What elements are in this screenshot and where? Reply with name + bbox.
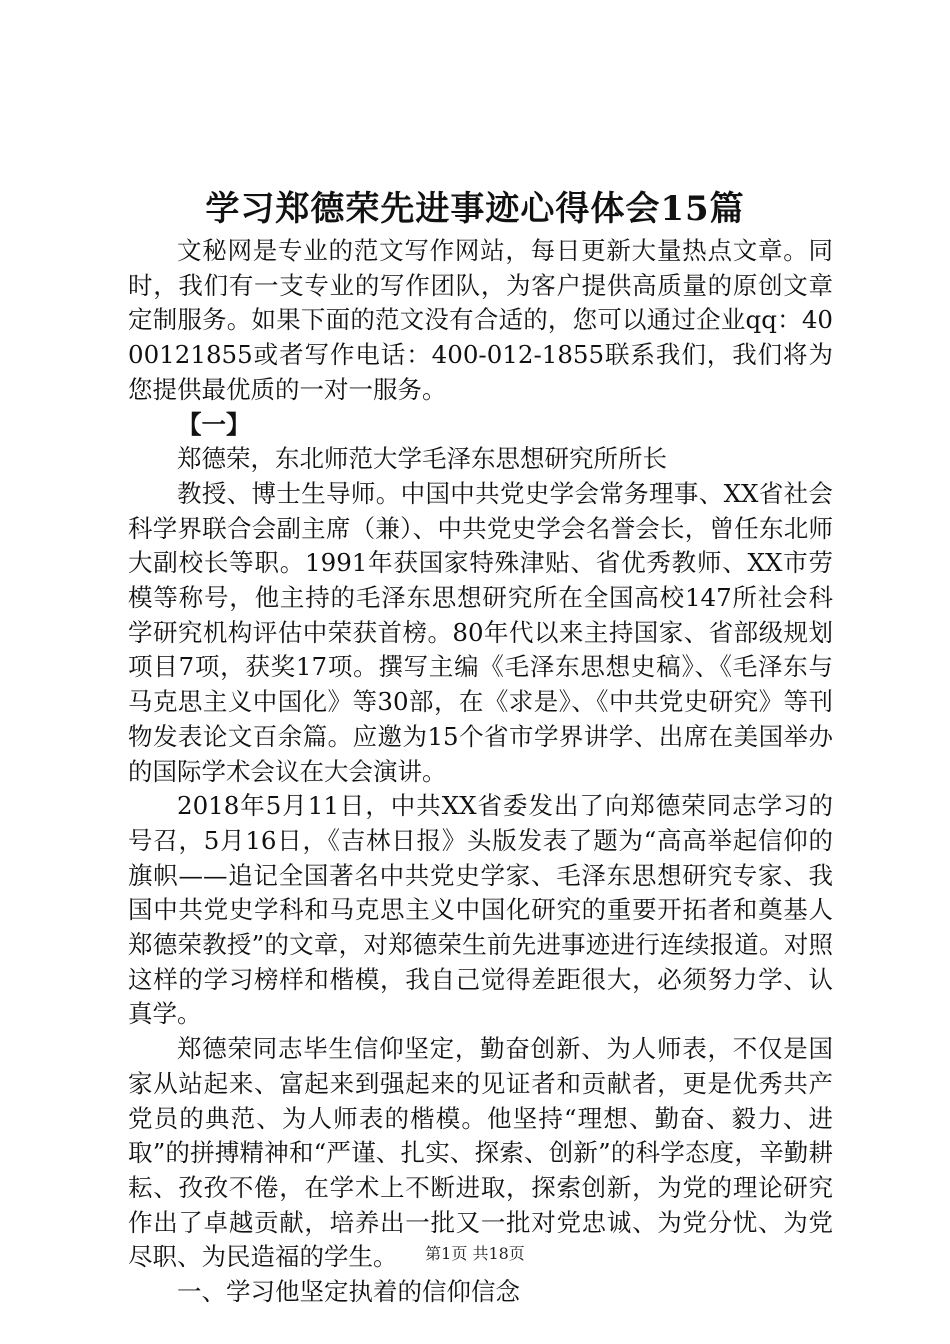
subsection-heading: 一、学习他坚定执着的信仰信念 [177,1277,520,1307]
body-paragraph: 郑德荣，东北师范大学毛泽东思想研究所所长 [177,444,667,474]
document-body [128,234,833,1310]
body-paragraph: 2018年5月11日，中共XX省委发出了向郑德荣同志学习的号召，5月16日，《吉林日报》头版发表了题为“高高举起信仰的旗帜——追记全国著名中共党史学家、毛泽东思想研究专家、我国中共党史学科和马克思主义中国化研究的重要开拓者和奠基人郑德荣教授”的文章，对郑德荣生前先进事迹进行连续报道。对照这样的学习榜样和楷模，我自己觉得差距很大，必须努力学、认真学。 [128,791,833,1029]
document-title: 学习郑德荣先进事迹心得体会15篇 [205,189,745,229]
section-heading: 【一】 [177,409,251,439]
intro-paragraph: 文秘网是专业的范文写作网站，每日更新大量热点文章。同时，我们有一支专业的写作团队，为客户提供高质量的原创文章定制服务。如果下面的范文没有合适的，您可以通过企业qq：4000121855或者写作电话：400-012-1855联系我们，我们将为您提供最优质的一对一服务。 [128,236,833,404]
page-footer: 第1页 共18页 [425,1244,525,1263]
body-paragraph: 教授、博士生导师。中国中共党史学会常务理事、XX省社会科学界联合会副主席（兼）、中共党史学会名誉会长，曾任东北师大副校长等职。1991年获国家特殊津贴、省优秀教师、XX市劳模等称号，他主持的毛泽东思想研究所在全国高校147所社会科学研究机构评估中荣获首榜。80年代以来主持国家、省部级规划项目7项，获奖17项。撰写主编《毛泽东思想史稿》、《毛泽东与马克思主义中国化》等30部，在《求是》、《中共党史研究》等刊物发表论文百余篇。应邀为15个省市学界讲学、出席在美国举办的国际学术会议在大会演讲。 [128,478,833,786]
body-paragraph: 郑德荣同志毕生信仰坚定，勤奋创新、为人师表，不仅是国家从站起来、富起来到强起来的见证者和贡献者，更是优秀共产党员的典范、为人师表的楷模。他坚持“理想、勤奋、毅力、进取”的拼搏精神和“严谨、扎实、探索、创新”的科学态度，辛勤耕耘、孜孜不倦，在学术上不断进取，探索创新，为党的理论研究作出了卓越贡献，培养出一批又一批对党忠诚、为党分忧、为党尽职、为民造福的学生。 [128,1034,833,1272]
